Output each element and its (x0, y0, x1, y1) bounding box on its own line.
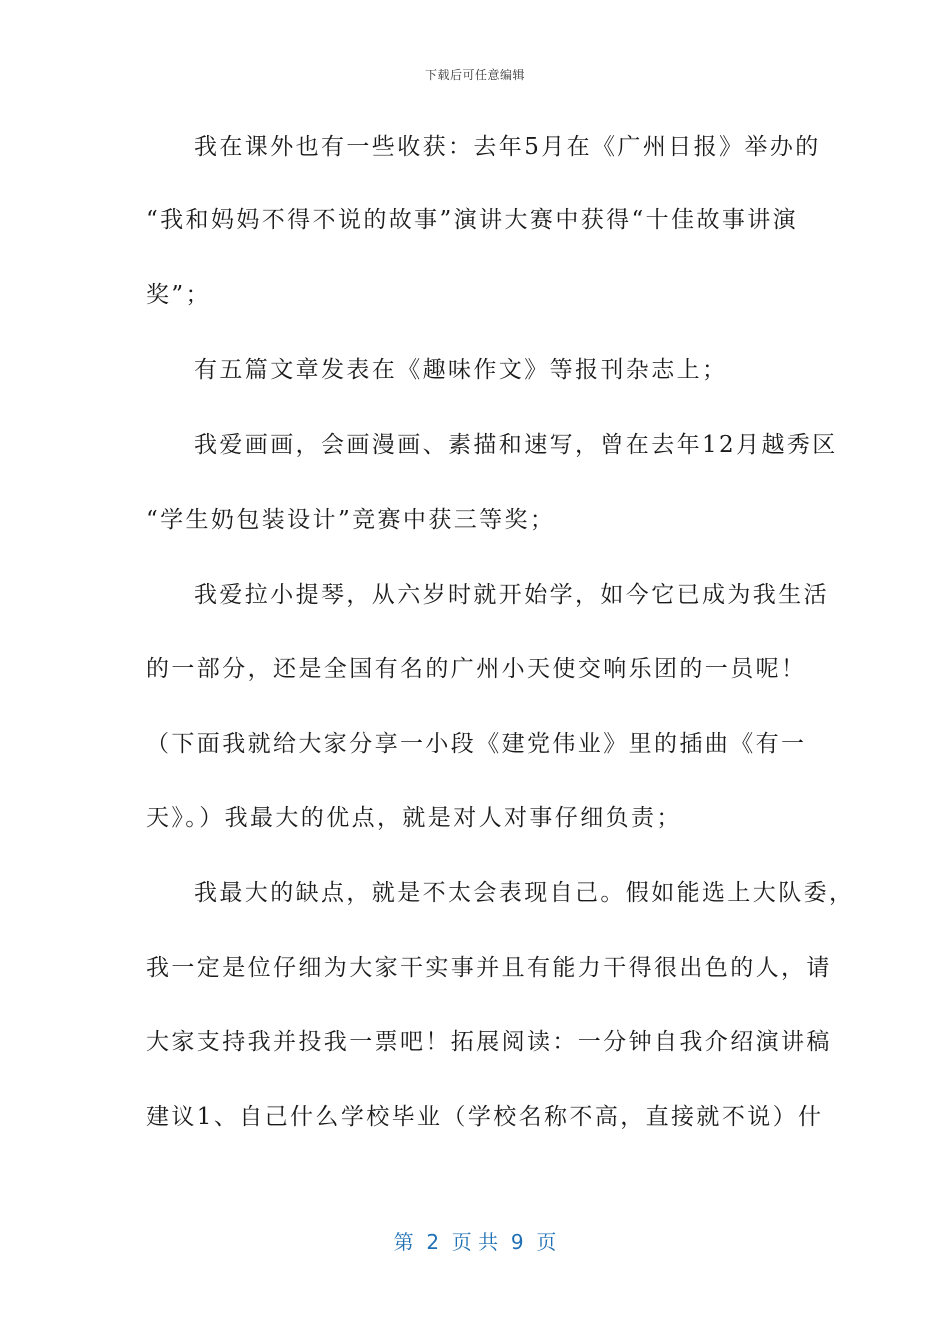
text-line: 我一定是位仔细为大家干实事并且有能力干得很出色的人，请 (146, 955, 832, 981)
page-number: 第 2 页 共 9 页 (393, 1230, 557, 1254)
text-line: “学生奶包装设计”竞赛中获三等奖； (146, 507, 556, 533)
text-line: 我爱拉小提琴，从六岁时就开始学，如今它已成为我生活 (194, 582, 829, 608)
text-line: 我爱画画，会画漫画、素描和速写，曾在去年12月越秀区 (194, 432, 838, 458)
text-line: 奖”； (146, 282, 211, 308)
text-line: 的一部分，还是全国有名的广州小天使交响乐团的一员呢！ (146, 656, 807, 682)
text-line: “我和妈妈不得不说的故事”演讲大赛中获得“十佳故事讲演 (146, 207, 799, 233)
text-line: 建议1、自己什么学校毕业（学校名称不高，直接就不说）什 (146, 1104, 824, 1130)
page-header-note: 下载后可任意编辑 (424, 68, 525, 82)
text-line: 我在课外也有一些收获：去年5月在《广州日报》举办的 (194, 134, 821, 160)
text-line: （下面我就给大家分享一小段《建党伟业》里的插曲《有一 (146, 731, 807, 757)
text-line: 有五篇文章发表在《趣味作文》等报刊杂志上； (194, 357, 728, 383)
text-line: 大家支持我并投我一票吧！拓展阅读：一分钟自我介绍演讲稿 (146, 1029, 832, 1055)
text-line: 天》。）我最大的优点，就是对人对事仔细负责； (146, 805, 682, 831)
text-line: 我最大的缺点，就是不太会表现自己。假如能选上大队委， (194, 880, 855, 906)
